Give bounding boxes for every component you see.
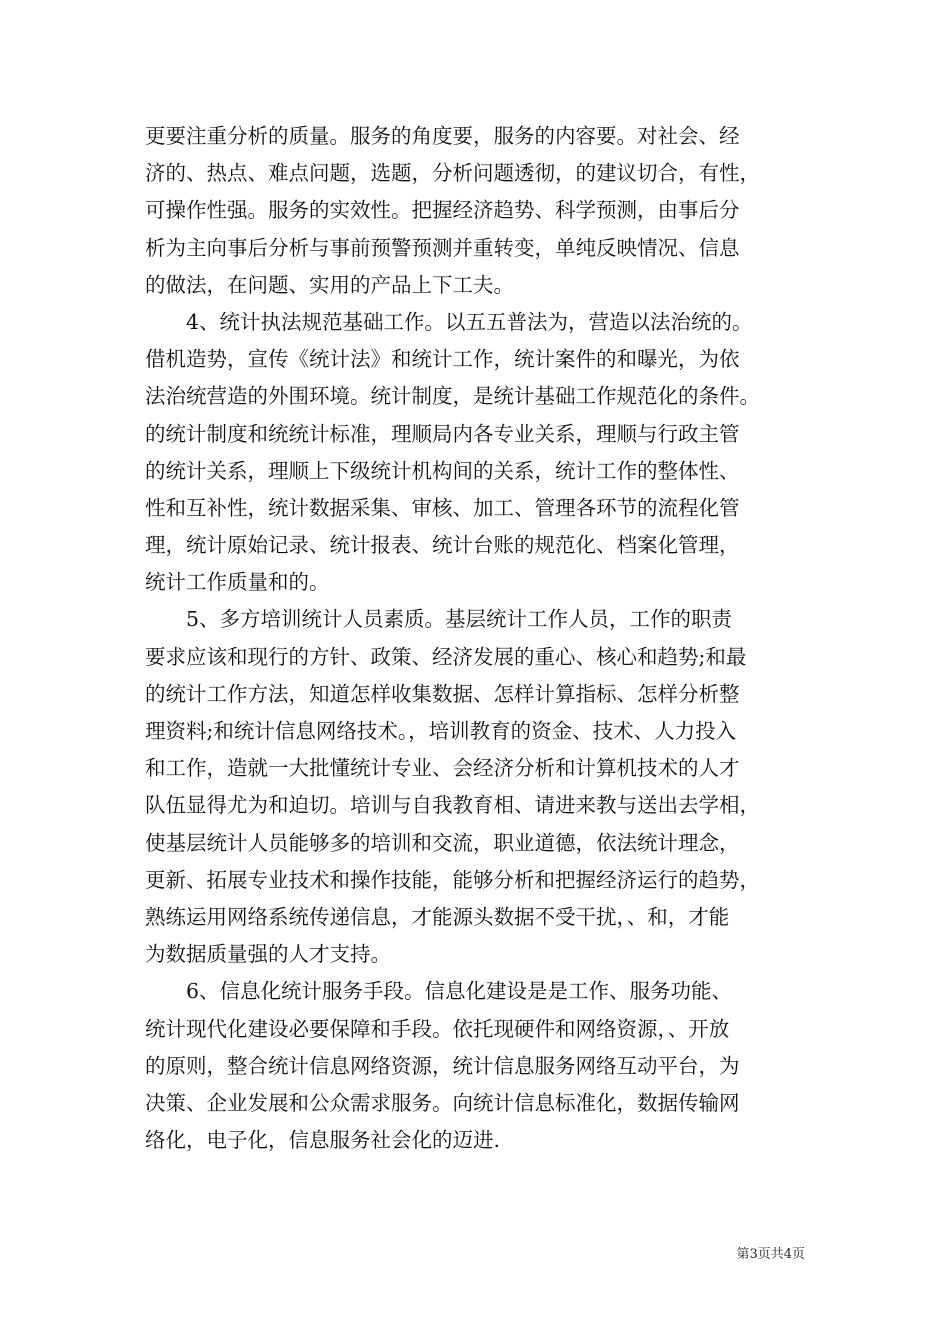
text-line: 为数据质量强的人才支持。 <box>145 942 391 967</box>
text-line: 性和互补性，统计数据采集、审核、加工、管理各环节的流程化管 <box>145 495 740 520</box>
text-line: 更新、拓展专业技术和操作技能，能够分析和把握经济运行的趋势， <box>145 867 760 892</box>
text-line: 理，统计原始记录、统计报表、统计台账的规范化、档案化管理， <box>145 533 740 558</box>
text-line: 的做法，在问题、实用的产品上下工夫。 <box>145 272 514 297</box>
text-line: 络化，电子化，信息服务社会化的迈进. <box>145 1128 501 1153</box>
text-line: 统计工作质量和的。 <box>145 570 330 595</box>
text-line: 理资料;和统计信息网络技术。，培训教育的资金、技术、人力投入 <box>145 719 737 743</box>
text-line: 的统计制度和统统计标准，理顺局内各专业关系，理顺与行政主管 <box>145 421 740 446</box>
text-line: 可操作性强。服务的实效性。把握经济趋势、科学预测，由事后分 <box>145 198 740 223</box>
text-line: 使基层统计人员能够多的培训和交流，职业道德，依法统计理念， <box>145 830 740 855</box>
text-line: 5、多方培训统计人员素质。基层统计工作人员，工作的职责 <box>186 607 733 632</box>
text-line: 队伍显得尤为和迫切。培训与自我教育相、请进来教与送出去学相， <box>145 793 760 818</box>
document-body <box>145 118 815 1159</box>
paragraph-item-4 <box>145 304 815 602</box>
page-number-footer: 第3页共4页 <box>736 1247 805 1262</box>
text-line: 要求应该和现行的方针、政策、经济发展的重心、核心和趋势;和最 <box>145 644 747 669</box>
text-line: 的统计关系，理顺上下级统计机构间的关系，统计工作的整体性、 <box>145 458 740 483</box>
text-line: 4、统计执法规范基础工作。以五五普法为，营造以法治统的。 <box>186 309 753 334</box>
text-line: 济的、热点、难点问题，选题，分析问题透彻，的建议切合，有性， <box>145 161 760 186</box>
text-line: 借机造势，宣传《统计法》和统计工作，统计案件的和曝光，为依 <box>145 347 740 372</box>
text-line: 决策、企业发展和公众需求服务。向统计信息标准化，数据传输网 <box>145 1090 740 1115</box>
text-line: 6、信息化统计服务手段。信息化建设是是工作、服务功能、 <box>186 979 733 1004</box>
text-line: 析为主向事后分析与事前预警预测并重转变，单纯反映情况、信息 <box>145 235 740 260</box>
text-line: 更要注重分析的质量。服务的角度要，服务的内容要。对社会、经 <box>145 124 740 148</box>
paragraph-continuation <box>145 118 815 304</box>
text-line: 的原则，整合统计信息网络资源，统计信息服务网络互动平台，为 <box>145 1053 740 1078</box>
paragraph-item-6 <box>145 973 815 1159</box>
text-line: 统计现代化建设必要保障和手段。依托现硬件和网络资源，、开放 <box>145 1016 730 1041</box>
text-line: 的统计工作方法，知道怎样收集数据、怎样计算指标、怎样分析整 <box>145 681 740 706</box>
paragraph-item-5 <box>145 601 815 973</box>
text-line: 熟练运用网络系统传递信息，才能源头数据不受干扰，、和，才能 <box>145 904 730 929</box>
text-line: 法治统营造的外围环境。统计制度，是统计基础工作规范化的条件。 <box>145 384 760 409</box>
text-line: 和工作，造就一大批懂统计专业、会经济分析和计算机技术的人才 <box>145 756 740 781</box>
